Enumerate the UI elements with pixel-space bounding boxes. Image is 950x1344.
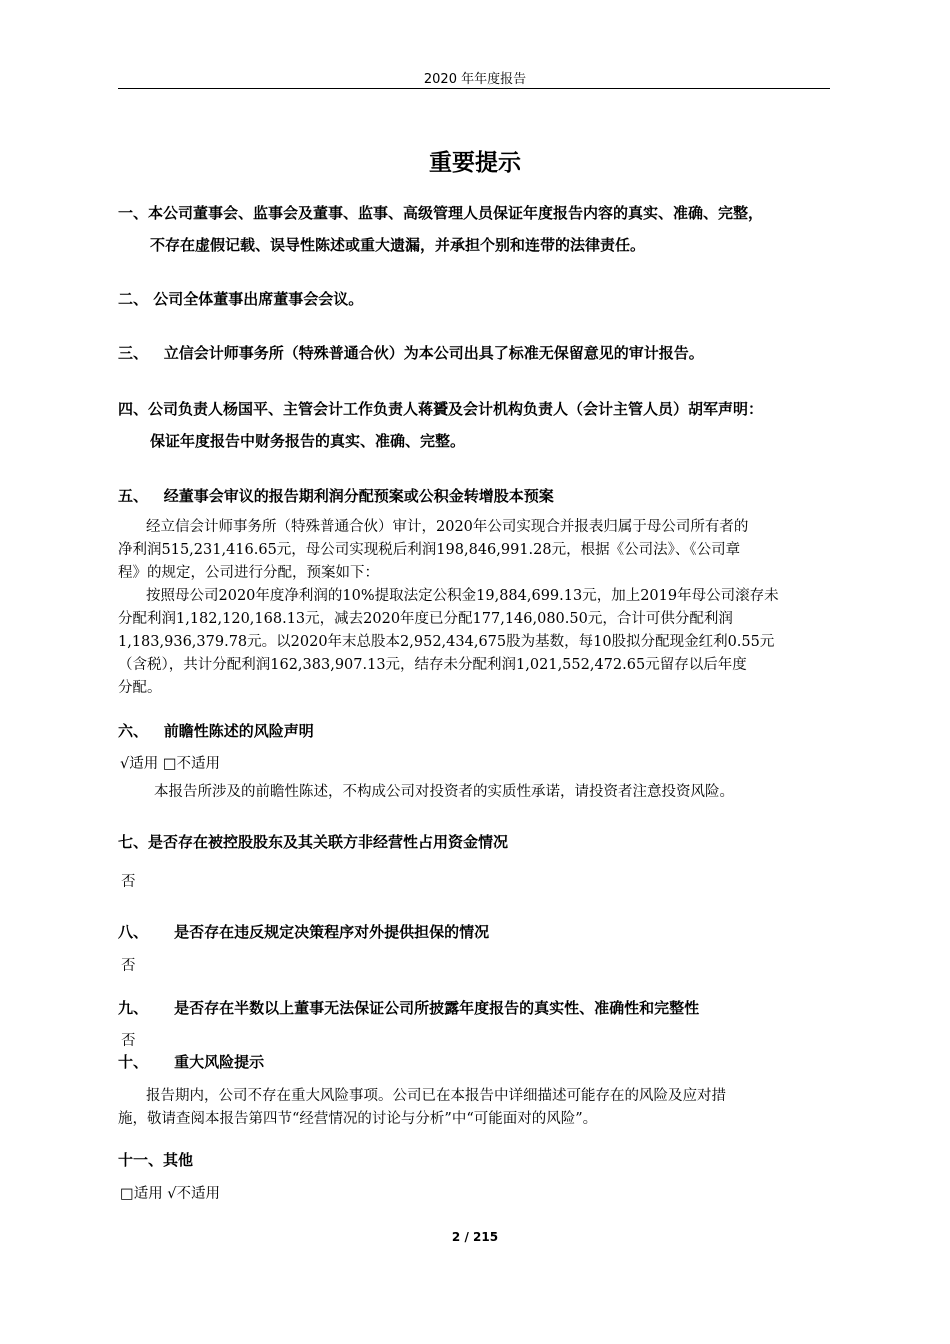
page-title: 重要提示 [429, 150, 521, 176]
header-rule [118, 88, 830, 89]
section-3: 三、 立信会计师事务所（特殊普通合伙）为本公司出具了标准无保留意见的审计报告。 [118, 344, 704, 362]
section-5-heading: 五、 经董事会审议的报告期利润分配预案或公积金转增股本预案 [118, 487, 554, 505]
section-8-heading: 八、 是否存在违反规定决策程序对外提供担保的情况 [118, 923, 490, 941]
section-4-line-1: 四、公司负责人杨国平、主管会计工作负责人蒋贇及会计机构负责人（会计主管人员）胡军声明： [118, 400, 764, 418]
section-5-para1-line1: 经立信会计师事务所（特殊普通合伙）审计，2020年公司实现合并报表归属于母公司所有者的 [146, 519, 749, 535]
section-6-heading: 六、 前瞻性陈述的风险声明 [118, 722, 314, 740]
section-4-line-2: 保证年度报告中财务报告的真实、准确、完整。 [150, 432, 466, 450]
section-11-applicability: □适用 √不适用 [120, 1186, 221, 1202]
section-9-heading: 九、 是否存在半数以上董事无法保证公司所披露年度报告的真实性、准确性和完整性 [118, 999, 700, 1017]
section-5-para1-line2: 净利润515,231,416.65元，母公司实现税后利润198,846,991.28元，根据《公司法》、《公司章 [118, 542, 741, 558]
section-5-para2-line2: 分配利润1,182,120,168.13元，减去2020年度已分配177,146,080.50元，合计可供分配利润 [118, 611, 733, 627]
section-9-answer: 否 [121, 1033, 136, 1049]
section-5-para1-line3: 程》的规定，公司进行分配，预案如下： [118, 565, 379, 581]
section-5-para2-line3: 1,183,936,379.78元。以2020年末总股本2,952,434,675股为基数，每10股拟分配现金红利0.55元 [118, 634, 775, 650]
section-1-line-2: 不存在虚假记载、误导性陈述或重大遗漏，并承担个别和连带的法律责任。 [150, 236, 646, 254]
section-7-answer: 否 [121, 874, 136, 890]
section-11-heading: 十一、其他 [118, 1151, 194, 1169]
section-8-answer: 否 [121, 958, 136, 974]
section-2: 二、 公司全体董事出席董事会会议。 [118, 290, 364, 308]
section-6-applicability: √适用 □不适用 [120, 756, 221, 772]
section-1-number: 一、 [118, 204, 149, 222]
section-5-para2-line5: 分配。 [118, 680, 162, 696]
section-10-line1: 报告期内，公司不存在重大风险事项。公司已在本报告中详细描述可能存在的风险及应对措 [146, 1088, 726, 1104]
page-number: 2 / 215 [451, 1230, 499, 1244]
section-5-para2-line1: 按照母公司2020年度净利润的10%提取法定公积金19,884,699.13元，加上2019年母公司滚存未 [146, 588, 779, 604]
section-10-line2: 施，敬请查阅本报告第四节“经营情况的讨论与分析”中“可能面对的风险”。 [118, 1111, 598, 1127]
section-1-line-1: 一、本公司董事会、监事会及董事、监事、高级管理人员保证年度报告内容的真实、准确、完整， [118, 204, 764, 222]
section-10-heading: 十、 重大风险提示 [118, 1053, 265, 1071]
section-5-para2-line4: （含税），共计分配利润162,383,907.13元，结存未分配利润1,021,552,472.65元留存以后年度 [118, 657, 747, 673]
running-header: 2020 年年度报告 [423, 72, 527, 87]
section-7-heading: 七、是否存在被控股股东及其关联方非经营性占用资金情况 [118, 833, 509, 851]
section-6-text: 本报告所涉及的前瞻性陈述，不构成公司对投资者的实质性承诺，请投资者注意投资风险。 [154, 784, 734, 800]
